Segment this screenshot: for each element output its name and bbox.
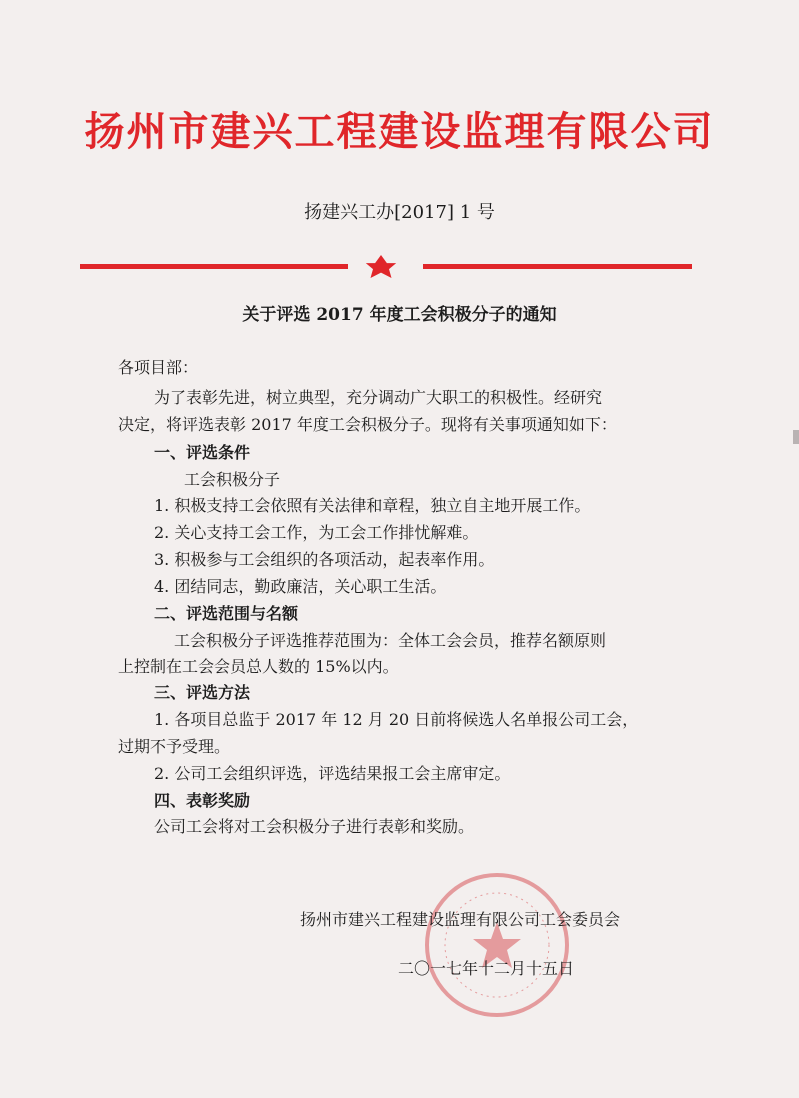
company-letterhead-title: 扬州市建兴工程建设监理有限公司 <box>84 108 715 155</box>
scan-edge-mark <box>793 430 799 444</box>
section-subheading: 工会积极分子 <box>184 470 281 489</box>
notice-title: 关于评选 2017 年度工会积极分子的通知 <box>242 305 557 325</box>
section-heading: 一、评选条件 <box>154 443 251 462</box>
divider-line-right <box>423 264 692 269</box>
list-item: 2. 关心支持工会工作，为工会工作排忧解难。 <box>154 523 479 542</box>
list-item: 3. 积极参与工会组织的各项活动，起表率作用。 <box>154 550 495 569</box>
document-number: 扬建兴工办[2017] 1 号 <box>304 202 495 223</box>
section-heading: 四、表彰奖励 <box>154 791 251 810</box>
section-heading: 三、评选方法 <box>154 683 251 702</box>
star-icon <box>366 255 396 278</box>
official-seal <box>422 870 572 1020</box>
intro-line: 为了表彰先进，树立典型，充分调动广大职工的积极性。经研究 <box>154 388 603 407</box>
paragraph-line: 2. 公司工会组织评选，评选结果报工会主席审定。 <box>154 764 511 783</box>
section-heading: 二、评选范围与名额 <box>154 604 299 623</box>
red-divider <box>80 255 692 279</box>
issuer-signature: 扬州市建兴工程建设监理有限公司工会委员会 <box>300 910 621 929</box>
paragraph-line: 工会积极分子评选推荐范围为：全体工会会员，推荐名额原则 <box>174 631 607 650</box>
paragraph-line: 上控制在工会会员总人数的 15%以内。 <box>118 657 399 676</box>
salutation: 各项目部： <box>118 358 199 377</box>
paragraph-line: 过期不予受理。 <box>118 737 231 756</box>
paragraph-line: 公司工会将对工会积极分子进行表彰和奖励。 <box>154 817 475 836</box>
list-item: 1. 积极支持工会依照有关法律和章程，独立自主地开展工作。 <box>154 496 591 515</box>
paragraph-line: 1. 各项目总监于 2017 年 12 月 20 日前将候选人名单报公司工会， <box>154 710 639 729</box>
divider-line-left <box>80 264 348 269</box>
issue-date: 二〇一七年十二月十五日 <box>398 959 575 978</box>
list-item: 4. 团结同志，勤政廉洁，关心职工生活。 <box>154 577 447 596</box>
intro-line: 决定，将评选表彰 2017 年度工会积极分子。现将有关事项通知如下： <box>118 415 617 434</box>
